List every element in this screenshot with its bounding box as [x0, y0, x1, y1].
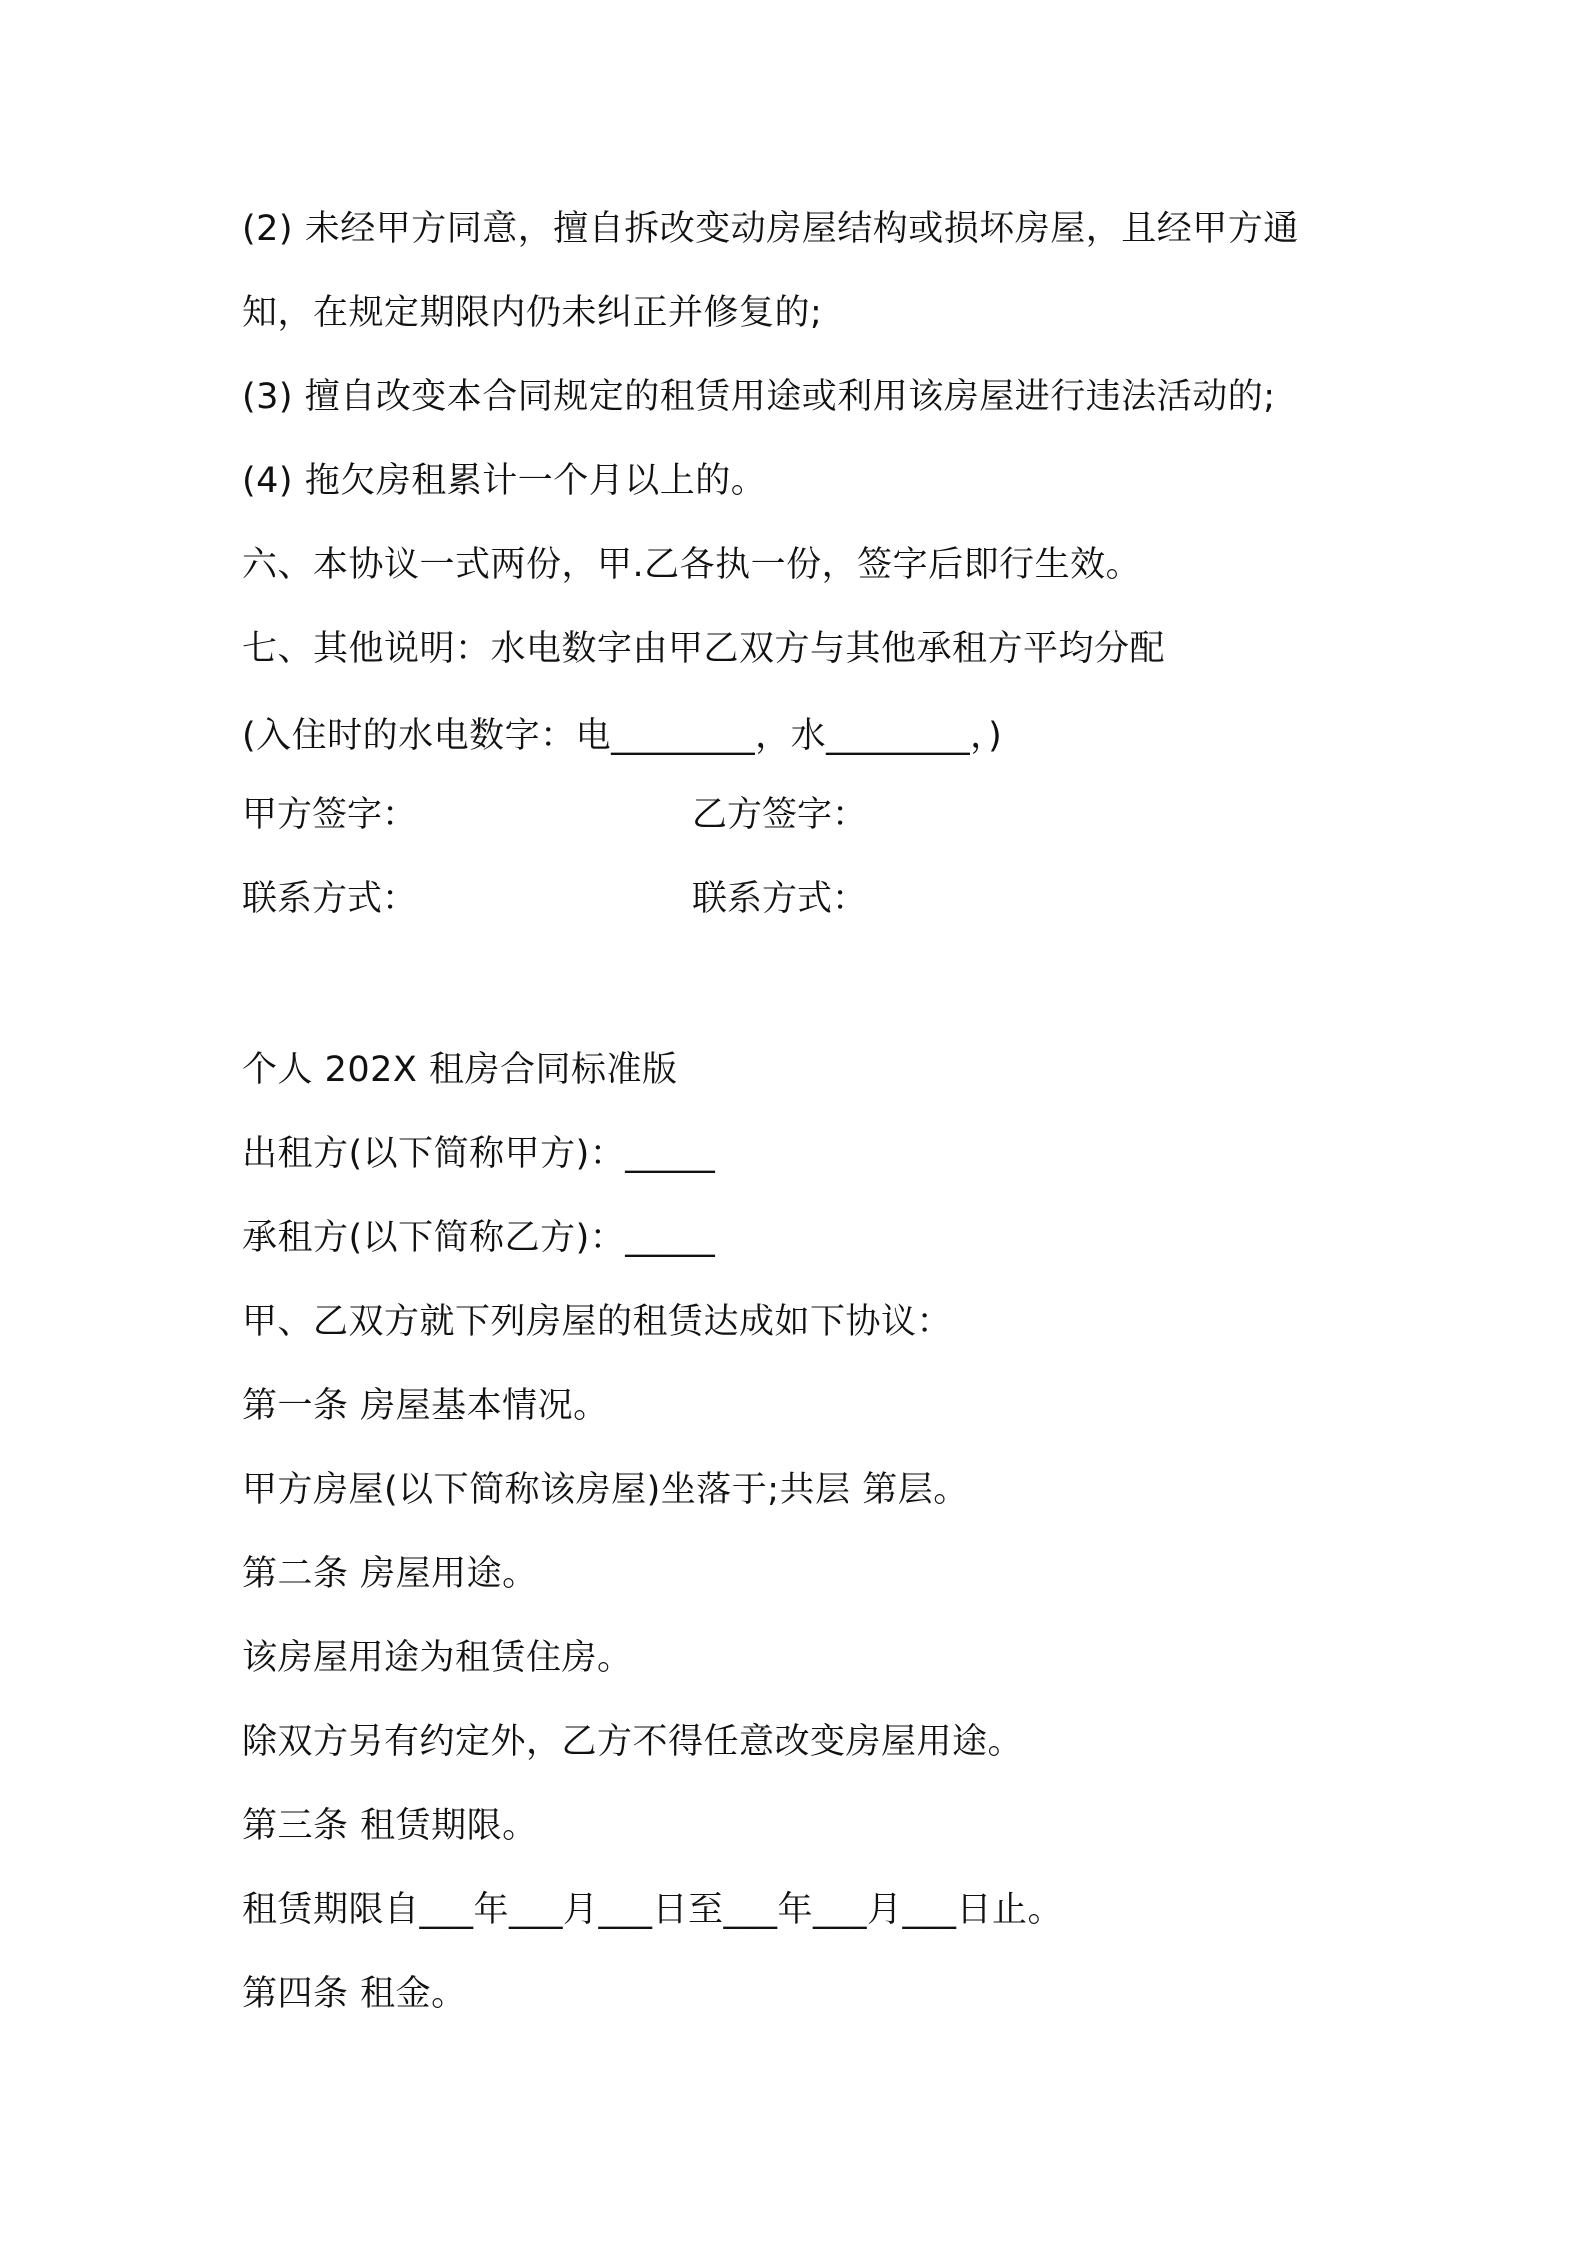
clause-4: (4) 拖欠房租累计一个月以上的。: [242, 461, 767, 501]
article-4-heading: 第四条 租金。: [242, 1974, 467, 2014]
signature-row: [242, 791, 1342, 839]
article-6: 六、本协议一式两份，甲.乙各执一份，签字后即行生效。: [242, 545, 1142, 585]
article-3-heading: 第三条 租赁期限。: [242, 1806, 538, 1846]
party-b-signature-label: 乙方签字：: [692, 795, 868, 835]
clause-3: (3) 擅自改变本合同规定的租赁用途或利用该房屋进行违法活动的;: [242, 377, 1276, 417]
party-b-contact-label: 联系方式：: [692, 879, 868, 919]
contact-row: [242, 875, 1342, 923]
utilities-note: (入住时的水电数字：电________，水________，): [242, 716, 1003, 756]
intro-line: 甲、乙双方就下列房屋的租赁达成如下协议：: [242, 1302, 953, 1342]
clause-2-line-1: (2) 未经甲方同意，擅自拆改变动房屋结构或损坏房屋，且经甲方通: [242, 209, 1299, 249]
article-2-heading: 第二条 房屋用途。: [242, 1554, 538, 1594]
party-a-signature-label: 甲方签字：: [242, 795, 418, 835]
party-a-contact-label: 联系方式：: [242, 879, 418, 919]
clause-2-line-2: 知，在规定期限内仍未纠正并修复的;: [242, 293, 823, 333]
article-1-text: 甲方房屋(以下简称该房屋)坐落于;共层 第层。: [242, 1470, 969, 1510]
lessee-line: 承租方(以下简称乙方)：_____: [242, 1218, 716, 1258]
lessor-line: 出租方(以下简称甲方)：_____: [242, 1134, 716, 1174]
contract-title: 个人 202X 租房合同标准版: [242, 1050, 678, 1090]
article-7: 七、其他说明：水电数字由甲乙双方与其他承租方平均分配: [242, 629, 1166, 669]
article-1-heading: 第一条 房屋基本情况。: [242, 1386, 609, 1426]
article-3-text: 租赁期限自___年___月___日至___年___月___日止。: [242, 1890, 1064, 1930]
article-2-text-1: 该房屋用途为租赁住房。: [242, 1638, 633, 1678]
article-2-text-2: 除双方另有约定外，乙方不得任意改变房屋用途。: [242, 1722, 1024, 1762]
